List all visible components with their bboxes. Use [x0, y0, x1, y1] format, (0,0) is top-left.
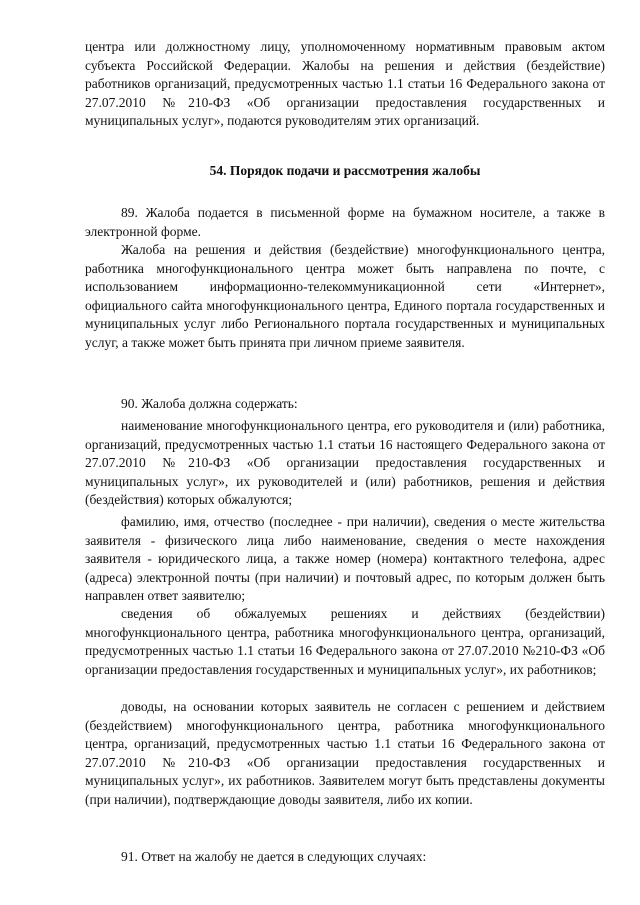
clause-91: 91. Ответ на жалобу не дается в следующих случаях: [121, 849, 427, 864]
section-heading: 54. Порядок подачи и рассмотрения жалобы [209, 163, 481, 178]
clause-90: 90. Жалоба должна содержать: [121, 396, 298, 411]
clause-90-item-1: наименование многофункционального центра, его руководителя и (или) работника, организаций, предусмотренных частью 1.1 статьи 16 настоящего Федерального закона от 27.07.2010 №210-ФЗ «Об организации предоставления государственных и муниципальных услуг», их руководителей и (или) работников, решения и действия (бездействия) которых обжалуются; [85, 418, 605, 508]
clause-90-item-3: сведения об обжалуемых решениях и действиях (бездействии) многофункционального центра, работника многофункционального центра, организаций, предусмотренных частью 1.1 статьи 16 Федерального закона от 27.07.2010 №210-ФЗ «Об организации предоставления государственных и муниципальных услуг», их работников; [85, 606, 605, 677]
continuation-paragraph: центра или должностному лицу, уполномоченному нормативным правовым актом субъекта Российской Федерации. Жалобы на решения и действия (бездействие) работников организаций, предусмотренных частью 1.1 статьи 16 Федерального закона от 27.07.2010 №210-ФЗ «Об организации предоставления государственных и муниципальных услуг», подаются руководителям этих организаций. [85, 39, 605, 129]
clause-89: 89. Жалоба подается в письменной форме на бумажном носителе, а также в электронной форме. [85, 205, 605, 239]
clause-90-item-4: доводы, на основании которых заявитель не согласен с решением и действием (бездействием) многофункционального центра, работника многофункционального центра, организаций, предусмотренных частью 1.1 статьи 16 Федерального закона от 27.07.2010 №210-ФЗ «Об организации предоставления государственных и муниципальных услуг», их работников. Заявителем могут быть представлены документы (при наличии), подтверждающие доводы заявителя, либо их копии. [85, 699, 605, 807]
clause-90-item-2: фамилию, имя, отчество (последнее - при наличии), сведения о месте жительства заявителя - физического лица либо наименование, сведения о месте нахождения заявителя - юридического лица, а также номер (номера) контактного телефона, адрес (адреса) электронной почты (при наличии) и почтовый адрес, по которым должен быть направлен ответ заявителю; [85, 514, 605, 604]
clause-89-paragraph-2: Жалоба на решения и действия (бездействие) многофункционального центра, работника многофункционального центра может быть направлена по почте, с использованием информационно-телекоммуникационной сети «Интернет», официального сайта многофункционального центра, Единого портала государственных и муниципальных услуг либо Регионального портала государственных и муниципальных услуг, а также может быть принята при личном приеме заявителя. [85, 242, 605, 350]
